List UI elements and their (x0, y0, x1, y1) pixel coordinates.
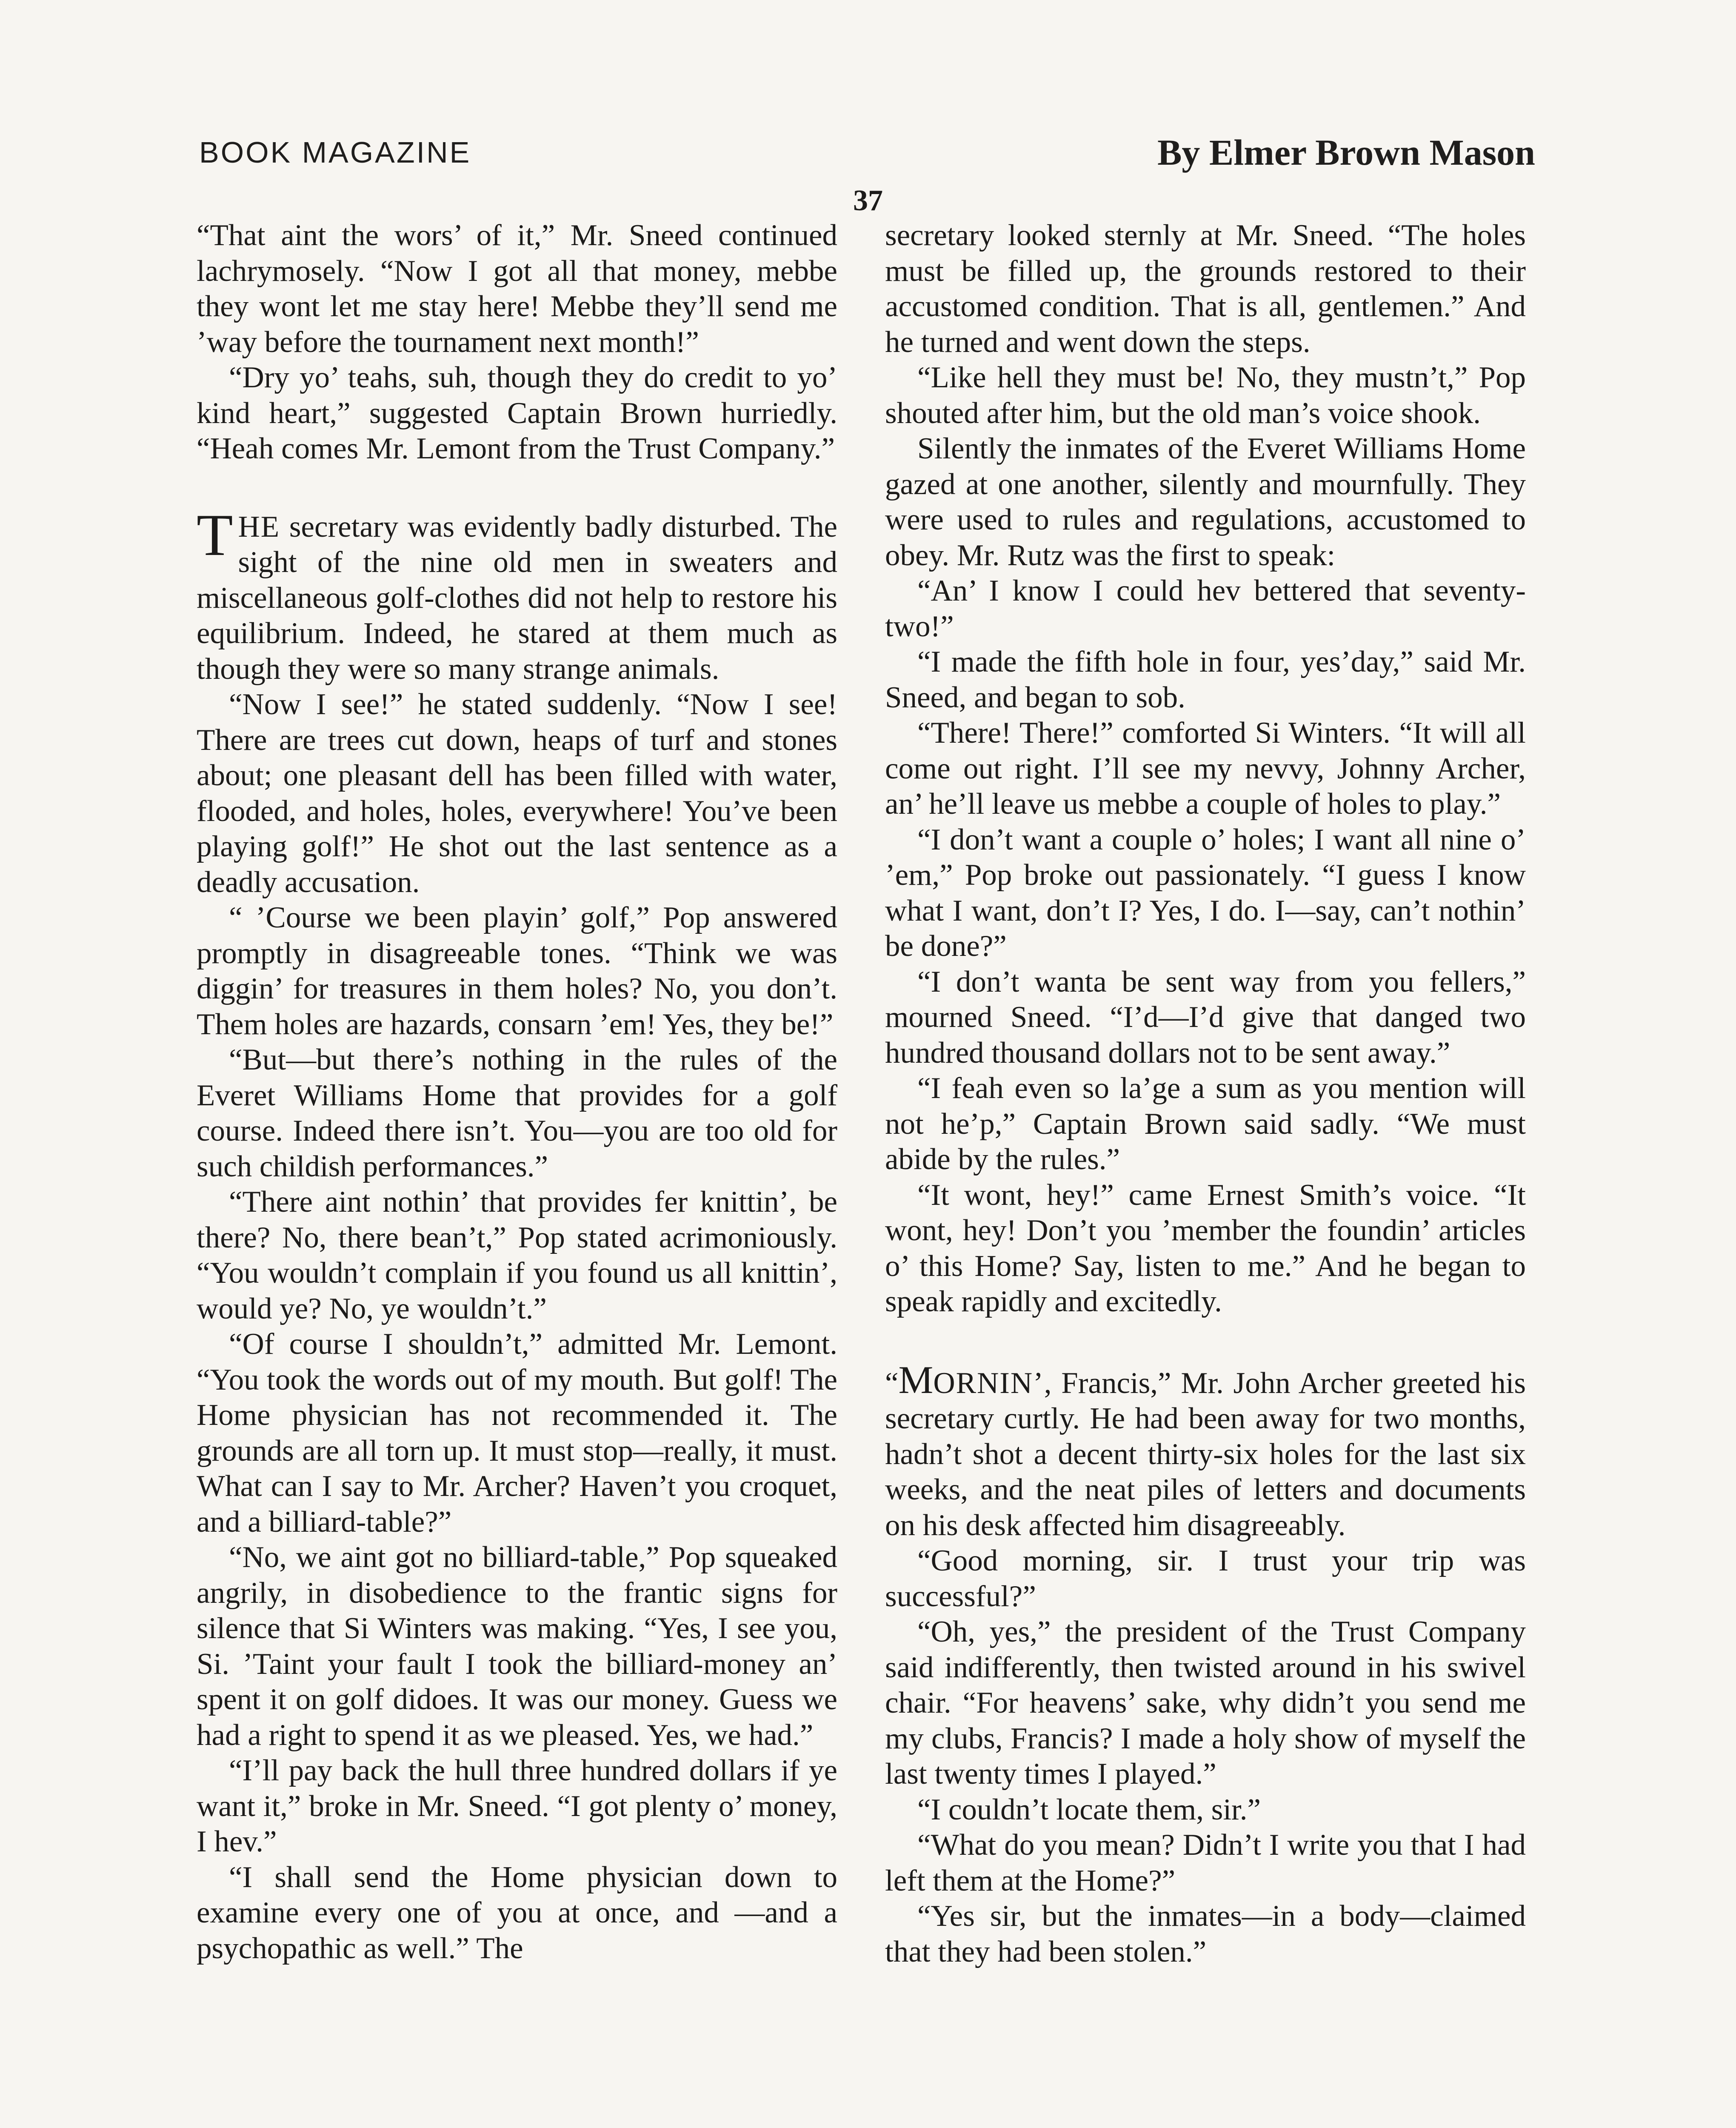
paragraph: “That aint the wors’ of it,” Mr. Sneed continued lachrymosely. “Now I got all that money, mebbe they wont let me stay here! Mebbe they’ll send me ’way before the tournament next month!” (197, 219, 837, 359)
paragraph: “Oh, yes,” the president of the Trust Company said indifferently, then twisted around in his swivel chair. “For heavens’ sake, why didn’t you send me my clubs, Francis? I made a holy show of myself the last twenty times I played.” (885, 1615, 1526, 1790)
small-caps-lead: ORNIN’ (933, 1366, 1044, 1400)
section-opening-paragraph (197, 502, 837, 687)
paragraph: “ ’Course we been playin’ golf,” Pop answered promptly in disagreeable tones. “Think we was diggin’ for treasures in them holes? No, you don’t. Them holes are hazards, consarn ’em! Yes, they be!” (197, 901, 837, 1041)
left-column (197, 218, 837, 1966)
right-column (885, 218, 1526, 1970)
paragraph: “I’ll pay back the hull three hundred dollars if ye want it,” broke in Mr. Sneed. “I got plenty o’ money, I hev.” (197, 1754, 837, 1858)
paragraph: “Now I see!” he stated suddenly. “Now I see! There are trees cut down, heaps of turf and stones about; one pleasant dell has been filled with water, flooded, and holes, holes, everywhere! You’ve been playing golf!” He shot out the last sentence as a deadly accusation. (197, 688, 837, 899)
paragraph: “I couldn’t locate them, sir.” (917, 1793, 1261, 1826)
drop-cap: M (898, 1358, 934, 1402)
paragraph: “Of course I shouldn’t,” admitted Mr. Lemont. “You took the words out of my mouth. But golf! The Home physician has not recommended it. The grounds are all torn up. It must stop—really, it must. What can I say to Mr. Archer? Haven’t you croquet, and a billiard-table?” (197, 1327, 837, 1539)
paragraph: “Good morning, sir. I trust your trip was successful?” (885, 1544, 1526, 1613)
paragraph: “I shall send the Home physician down to examine every one of you at once, and —and a psychopathic as well.” The (197, 1860, 837, 1965)
paragraph: “There! There!” comforted Si Winters. “It will all come out right. I’ll see my nevvy, Johnny Archer, an’ he’ll leave us mebbe a couple of holes to play.” (885, 716, 1526, 821)
paragraph: secretary looked sternly at Mr. Sneed. “The holes must be filled up, the grounds restored to their accustomed condition. That is all, gentlemen.” And he turned and went down the steps. (885, 219, 1526, 359)
paragraph: “Like hell they must be! No, they mustn’t,” Pop shouted after him, but the old man’s voice shook. (885, 361, 1526, 430)
paragraph: “No, we aint got no billiard-table,” Pop squeaked angrily, in disobedience to the frantic signs for silence that Si Winters was making. “Yes, I see you, Si. ’Taint your fault I took the billiard-money an’ spent it on golf didoes. It was our money. Guess we had a right to spend it as we pleased. Yes, we had.” (197, 1541, 837, 1752)
paragraph: “I don’t wanta be sent way from you fellers,” mourned Sneed. “I’d—I’d give that danged two hundred thousand dollars not to be sent away.” (885, 965, 1526, 1070)
paragraph: “It wont, hey!” came Ernest Smith’s voice. “It wont, hey! Don’t you ’member the foundin’ articles o’ this Home? Say, listen to me.” And he began to speak rapidly and excitedly. (885, 1178, 1526, 1318)
paragraph: “I feah even so la’ge a sum as you mention will not he’p,” Captain Brown said sadly. “We must abide by the rules.” (885, 1072, 1526, 1176)
author-byline: By Elmer Brown Mason (1157, 132, 1535, 173)
paragraph: “An’ I know I could hev bettered that seventy-two!” (885, 574, 1526, 643)
paragraph: “I made the fifth hole in four, yes’day,” said Mr. Sneed, and began to sob. (885, 645, 1526, 714)
paragraph: “There aint nothin’ that provides fer knittin’, be there? No, there bean’t,” Pop stated acrimoniously. “You wouldn’t complain if you found us all knittin’, would ye? No, ye wouldn’t.” (197, 1185, 837, 1325)
small-caps-lead: HE (238, 510, 280, 543)
drop-cap: T (197, 502, 233, 568)
paragraph: “I don’t want a couple o’ holes; I want all nine o’ ’em,” Pop broke out passionately. “I guess I know what I want, don’t I? Yes, I do. I—say, can’t nothin’ be done?” (885, 823, 1526, 963)
paragraph-text: , Francis,” Mr. John Archer greeted his secretary curtly. He had been away for two months, hadn’t shot a decent thirty-six holes for the last six weeks, and the neat piles of letters and documents on his desk affected him disagreeably. (885, 1366, 1526, 1542)
paragraph: Silently the inmates of the Everet Williams Home gazed at one another, silently and mournfully. They were used to rules and regulations, accustomed to obey. Mr. Rutz was the first to speak: (885, 432, 1526, 572)
paragraph: “What do you mean? Didn’t I write you that I had left them at the Home?” (885, 1828, 1526, 1897)
paragraph: “But—but there’s nothing in the rules of the Everet Williams Home that provides for a golf course. Indeed there isn’t. You—you are too old for such childish performances.” (197, 1043, 837, 1183)
magazine-title: BOOK MAGAZINE (199, 136, 471, 169)
paragraph-text: secretary was evidently badly disturbed. The sight of the nine old men in sweaters and miscellaneous golf-clothes did not help to restore his equilibrium. Indeed, he stared at them much as though they were so many strange animals. (197, 510, 837, 686)
paragraph: “Yes sir, but the inmates—in a body—claimed that they had been stolen.” (885, 1899, 1526, 1968)
page-number: 37 (853, 184, 883, 217)
section-opening-paragraph (885, 1358, 1526, 1544)
paragraph: “Dry yo’ teahs, suh, though they do credit to yo’ kind heart,” suggested Captain Brown hurriedly. “Heah comes Mr. Lemont from the Trust Company.” (197, 361, 837, 465)
open-quote: “ (885, 1366, 899, 1400)
